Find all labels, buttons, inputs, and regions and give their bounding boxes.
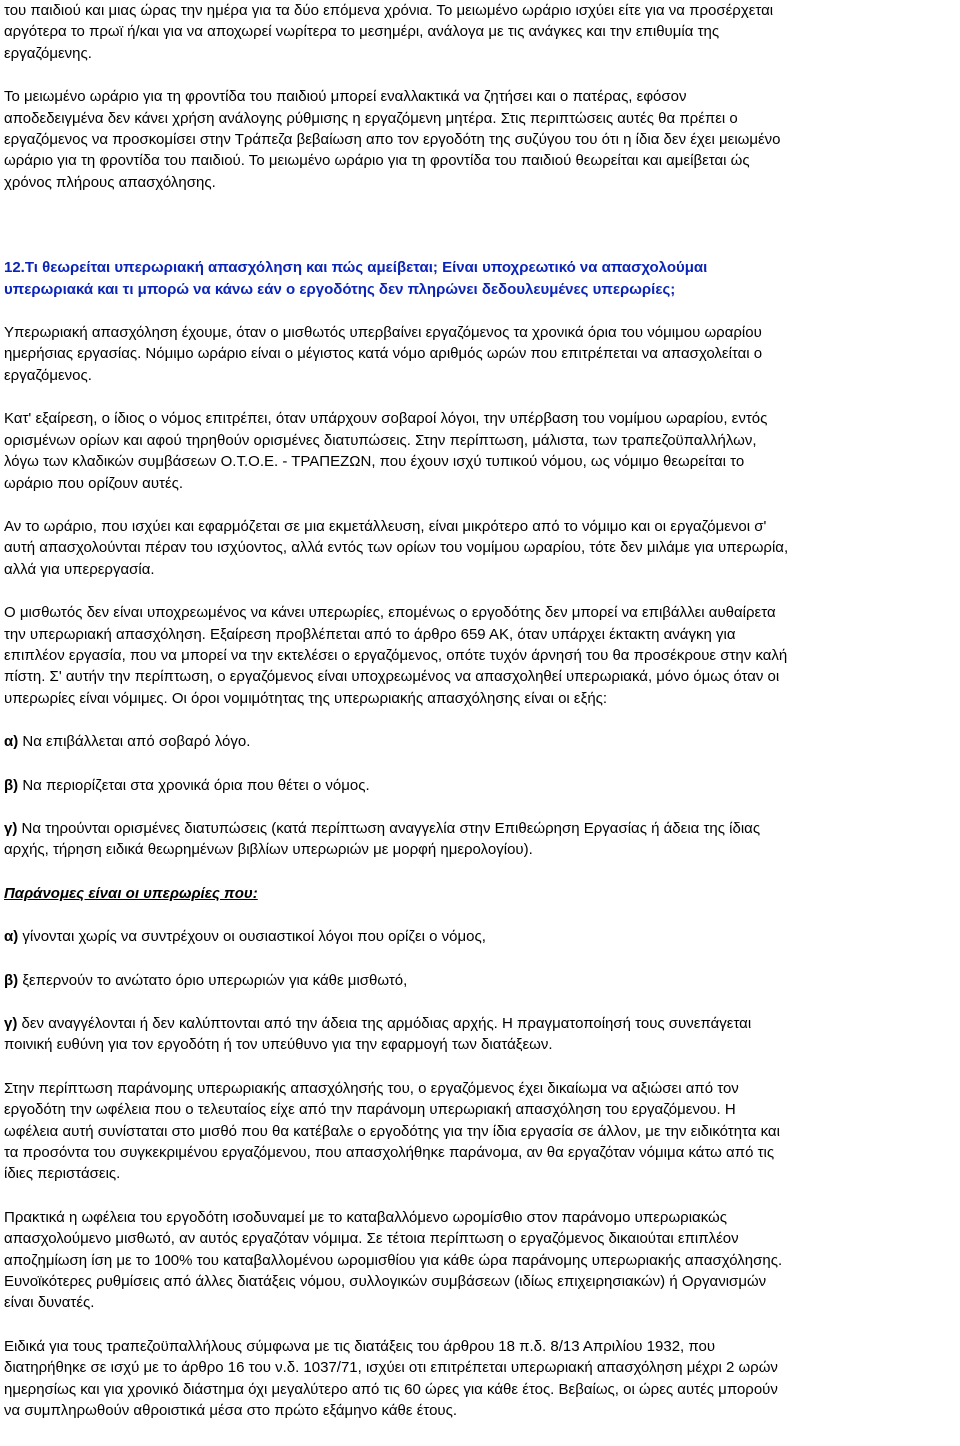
legal-condition-c — [4, 818, 932, 861]
heading-text: Τι θεωρείται υπερωριακή απασχόληση και πώς αμείβεται; Είναι υποχρεωτικό να απασχολούμαι υπερωριακά και τι μπορώ να κάνω εάν ο εργοδότης δεν πληρώνει δεδουλευμένες υπερωρίες; — [4, 259, 708, 298]
condition-label: γ) — [4, 1015, 18, 1032]
illegal-overtime-heading: Παράνομες είναι οι υπερωρίες που: — [4, 884, 258, 902]
heading-number: 12. — [4, 259, 25, 277]
illegal-condition-a — [4, 926, 932, 947]
paragraph-exception: Κατ' εξαίρεση, ο ίδιος ο νόμος επιτρέπει, όταν υπάρχουν σοβαροί λόγοι, την υπέρβαση του νομίμου ωραρίου, εντός ορισμένων ορίων και αφού τηρηθούν ορισμένες διατυπώσεις. Στην περίπτωση, μάλιστα, των τραπεζοϋπαλλήλων, λόγω των κλαδικών συμβάσεων Ο.Τ.Ο.Ε. - ΤΡΑΠΕΖΩΝ, που έχουν ισχύ τυπικού νόμου, ως νόμιμο θεωρείται το ωράριο που ορίζουν αυτές. — [4, 410, 768, 492]
paragraph-not-obliged: Ο μισθωτός δεν είναι υποχρεωμένος να κάνει υπερωρίες, επομένως ο εργοδότης δεν μπορεί να επιβάλλει αυθαίρετα την υπερωριακή απασχόληση. Εξαίρεση προβλέπεται από το άρθρο 659 ΑΚ, όταν υπάρχει έκτακτη ανάγκη για επιπλέον εργασία, που να μπορεί να την εκτελέσει ο εργαζόμενος, οπότε τυχόν άρνησή του θα προσέκρουε στην καλή πίστη. Σ' αυτήν την περίπτωση, ο εργαζόμενος είναι υποχρεωμένος να απασχοληθεί υπερωριακά, μόνο όμως όταν οι υπερωρίες είναι νόμιμες. Οι όροι νομιμότητας της υπερωριακής απασχόλησης είναι οι εξής: — [4, 604, 788, 707]
paragraph-illegal-compensation: Στην περίπτωση παράνομης υπερωριακής απασχόλησής του, ο εργαζόμενος έχει δικαίωμα να αξιώσει από τον εργοδότη την ωφέλεια που ο τελευταίος είχε από την παράνομη υπερωριακή απασχόληση του εργαζόμενου. Η ωφέλεια αυτή συνίσταται στο μισθό που θα κατέβαλε ο εργοδότης για την ίδια εργασία σε άλλον, με την ειδικότητα και τα προσόντα του συγκεκριμένου εργαζόμενου, που απασχολήθηκε παράνομα, αν θα εργαζόταν νόμιμα κάτω από τις ίδιες περιστάσεις. — [4, 1079, 780, 1183]
legal-condition-b — [4, 775, 932, 796]
condition-label: α) — [4, 928, 19, 946]
condition-text: γίνονται χωρίς να συντρέχουν οι ουσιαστικοί λόγοι που ορίζει ο νόμος, — [18, 928, 486, 946]
condition-text: Να περιορίζεται στα χρονικά όρια που θέτει ο νόμος. — [18, 776, 370, 794]
section-heading-12 — [4, 257, 932, 300]
condition-label: β) — [4, 776, 19, 794]
condition-label: β) — [4, 971, 19, 989]
condition-label: α) — [4, 733, 19, 751]
paragraph-extra-work: Αν το ωράριο, που ισχύει και εφαρμόζεται σε μια εκμετάλλευση, είναι μικρότερο από το νόμιμο και οι εργαζόμενοι σ' αυτή απασχολούνται πέραν του ισχύοντος, αλλά εντός των ορίων του νομίμου ωραρίου, τότε δεν μιλάμε για υπερωρία, αλλά για υπερεργασία. — [4, 517, 789, 578]
paragraph-bank-employees: Ειδικά για τους τραπεζοϋπαλλήλους σύμφωνα με τις διατάξεις του άρθρου 18 π.δ. 8/13 Απριλίου 1932, που διατηρήθηκε σε ισχύ με το άρθρο 16 του ν.δ. 1037/71, ισχύει οτι επιτρέπεται υπερωριακή απασχόληση μέχρι 2 ωρών ημερησίως και για χρονικό διάστημα όχι μεγαλύτερο από τις 60 ώρες για κάθε έτος. Βεβαίως, οι ώρες αυτές μπορούν να συμπληρωθούν αθροιστικά μέσα στο πρώτο εξάμηνο κάθε έτους. — [4, 1337, 778, 1420]
condition-text: ξεπερνούν το ανώτατο όριο υπερωριών για κάθε μισθωτό, — [18, 971, 408, 989]
paragraph-childcare-continued: του παιδιού και μιας ώρας την ημέρα για τα δύο επόμενα χρόνια. Το μειωμένο ωράριο ισχύει είτε για να προσέρχεται αργότερα το πρωϊ ή/και για να αποχωρεί νωρίτερα το μεσημέρι, ανάλογα με τις ανάγκες και την επιθυμία της εργαζόμενης. — [4, 2, 774, 62]
illegal-condition-b — [4, 970, 932, 991]
condition-label: γ) — [4, 819, 18, 837]
condition-text: Να τηρούνται ορισμένες διατυπώσεις (κατά περίπτωση αναγγελία στην Επιθεώρηση Εργασίας ή άδεια της ίδιας αρχής, τήρηση ειδικά θεωρημένων βιβλίων υπερωριών με μορφή ημερολογίου). — [4, 819, 761, 859]
paragraph-father-option: Το μειωμένο ωράριο για τη φροντίδα του παιδιού μπορεί εναλλακτικά να ζητήσει και ο πατέρας, εφόσον αποδεδειγμένα δεν κάνει χρήση ανάλογης ρύθμισης η εργαζόμενη μητέρα. Στις περιπτώσεις αυτές θα πρέπει ο εργαζόμενος να προσκομίσει στην Τράπεζα βεβαίωση απο τον εργοδότη της συζύγου του ότι η ίδια δεν έχει μειωμένο ωράριο για τη φροντίδα του παιδιού. Το μειωμένο ωράριο για τη φροντίδα του παιδιού θεωρείται και αμείβεται ώς χρόνος πλήρους απασχόλησης. — [4, 88, 781, 191]
condition-text: Να επιβάλλεται από σοβαρό λόγο. — [18, 733, 251, 751]
illegal-condition-c — [4, 1013, 932, 1056]
paragraph-practical-benefit: Πρακτικά η ωφέλεια του εργοδότη ισοδυναμεί με το καταβαλλόμενο ωρομίσθιο στον παράνομο υπερωριακώς απασχολούμενο μισθωτό, αν αυτός εργαζόταν νόμιμα. Σε τέτοια περίπτωση ο εργαζόμενος δικαιούται επιπλέον αποζημίωση ίση με το 100% του καταβαλλομένου ωρομισθίου για κάθε ώρα παράνομης υπερωριακής απασχόλησης. Ευνοϊκότερες ρυθμίσεις από άλλες διατάξεις νόμου, συλλογικών συμβάσεων (ιδίως επιχειρησιακών) ή Οργανισμών είναι δυνατές. — [4, 1208, 783, 1312]
condition-text: δεν αναγγέλονται ή δεν καλύπτονται από την άδεια της αρμόδιας αρχής. Η πραγματοποίησή τους συνεπάγεται ποινική ευθύνη για τον εργοδότη ή τον υπεύθυνο για την εφαρμογή των διατάξεων. — [4, 1015, 752, 1054]
paragraph-overtime-definition: Υπερωριακή απασχόληση έχουμε, όταν ο μισθωτός υπερβαίνει εργαζόμενος τα χρονικά όρια του νόμιμου ωραρίου ημερήσιας εργασίας. Νόμιμο ωράριο είναι ο μέγιστος κατά νόμο αριθμός ωρών που επιτρέπεται να απασχολείται ο εργαζόμενος. — [4, 324, 763, 384]
legal-condition-a — [4, 731, 932, 752]
